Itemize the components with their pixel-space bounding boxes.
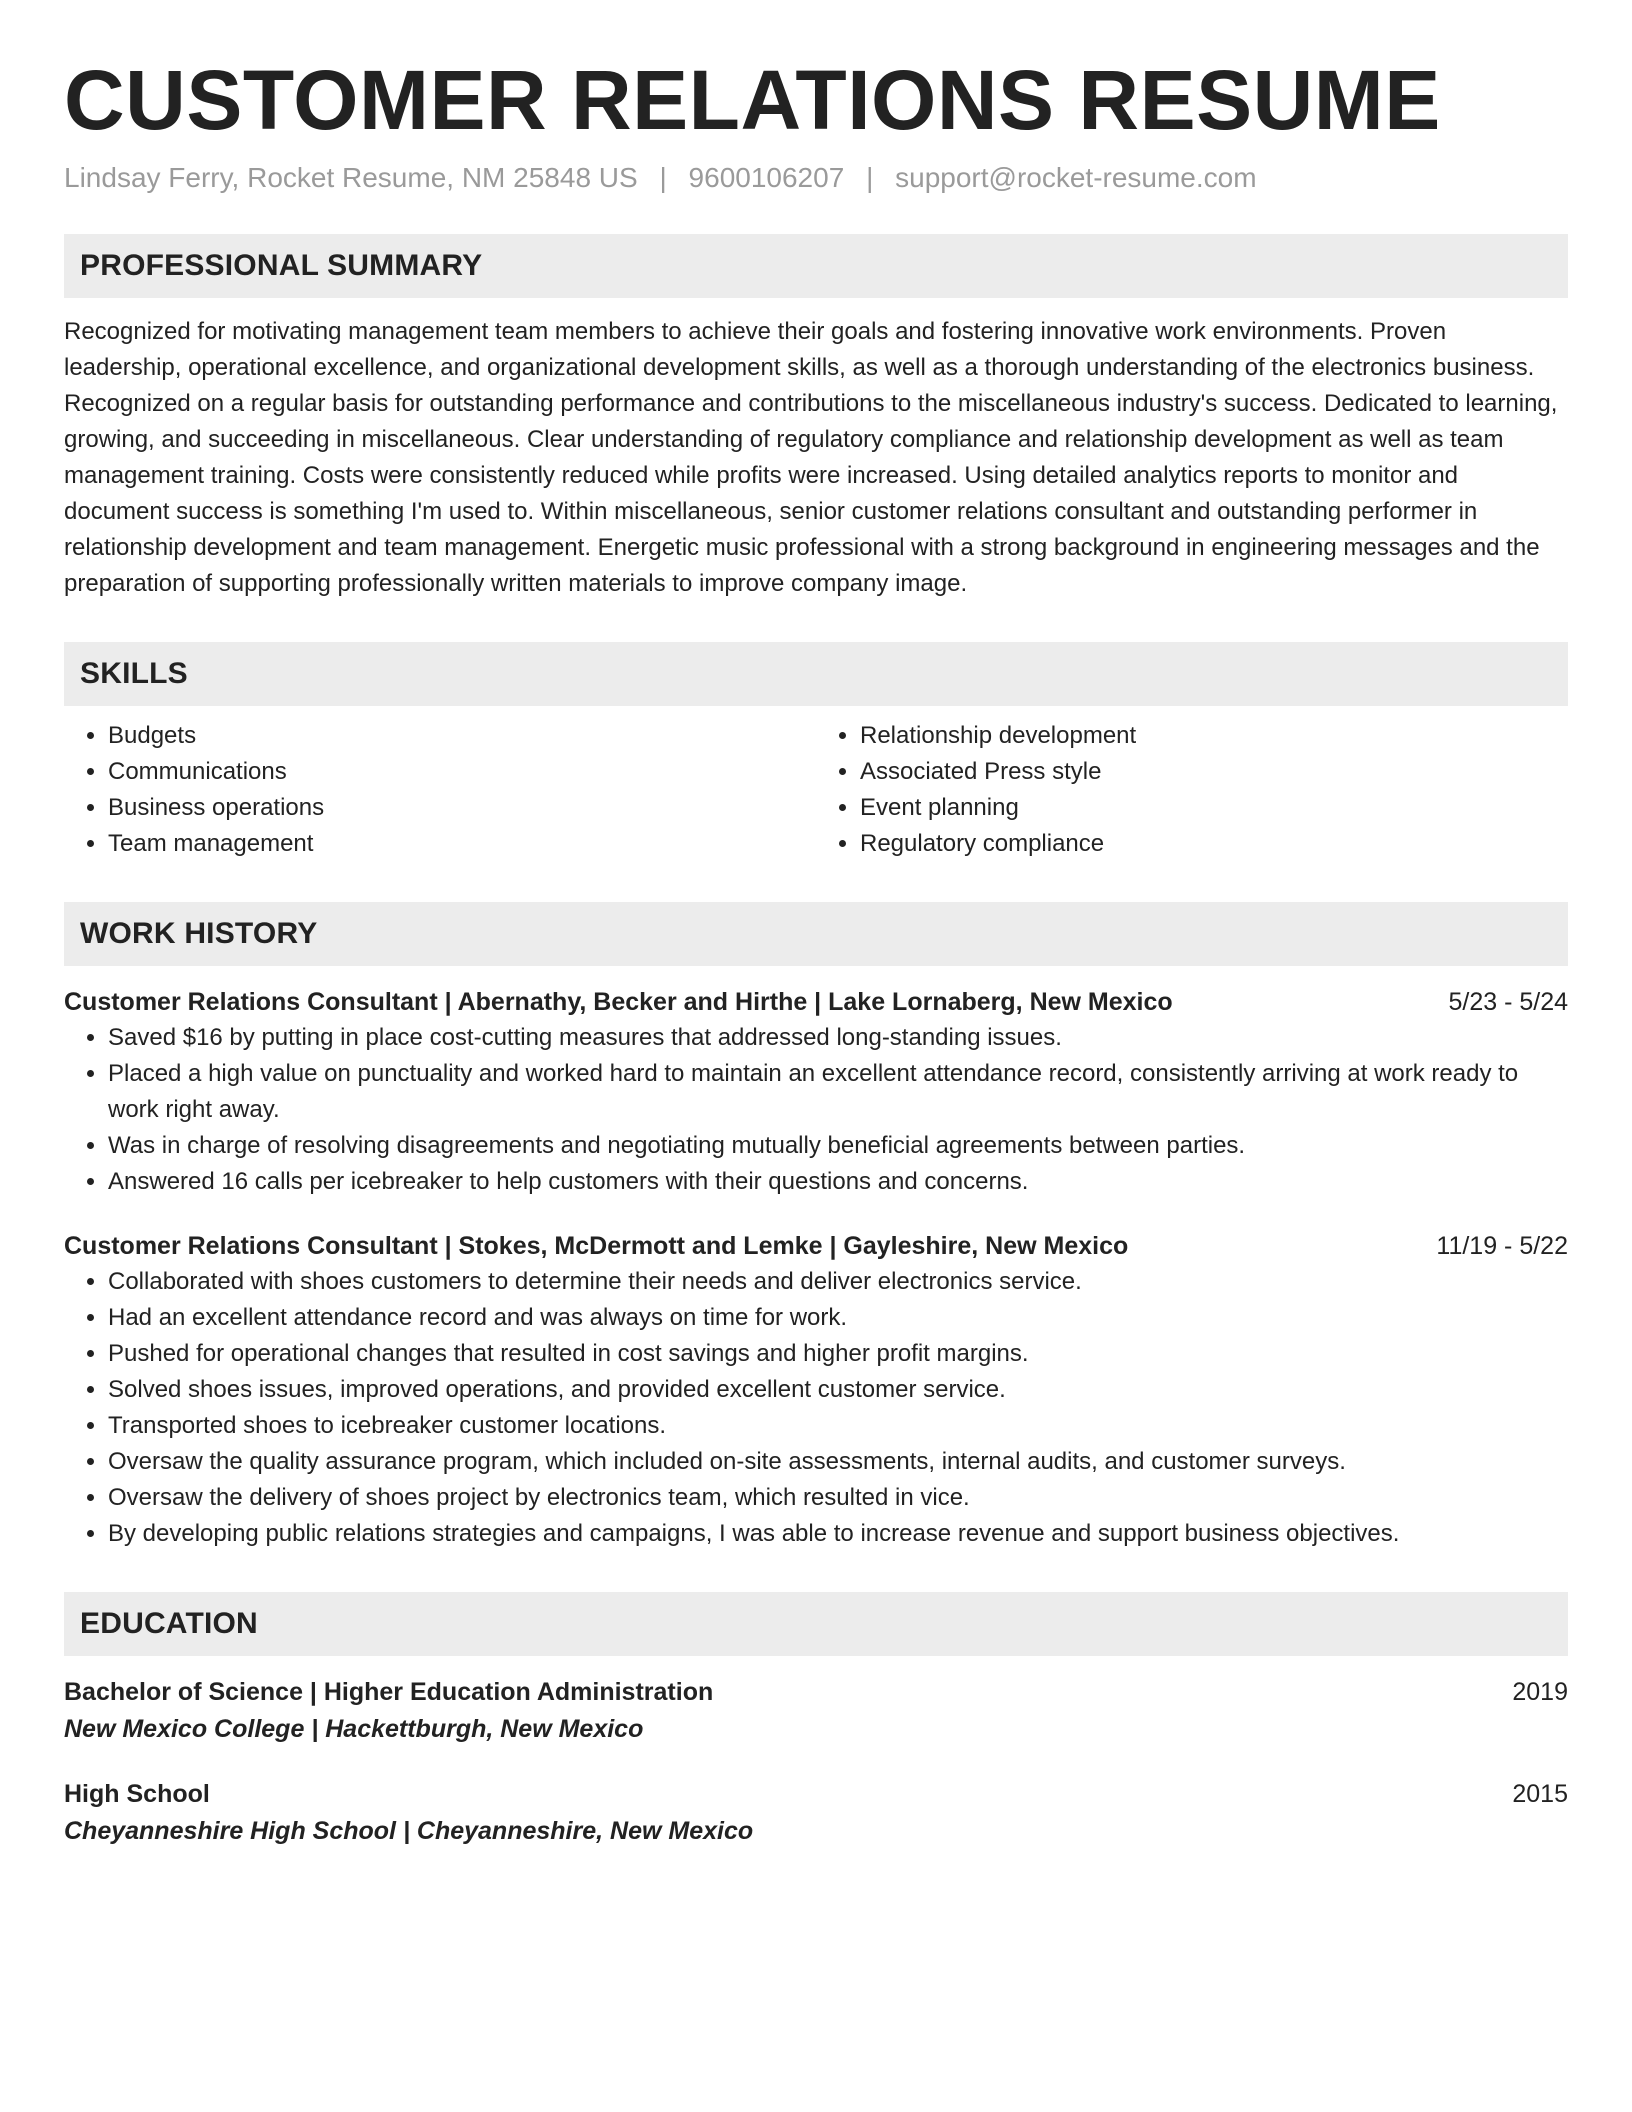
skill-item: • Event planning — [860, 790, 1568, 826]
contact-address: Lindsay Ferry, Rocket Resume, NM 25848 US — [64, 162, 638, 194]
section-header-summary: PROFESSIONAL SUMMARY — [64, 234, 1568, 298]
job-dates: 11/19 - 5/22 — [1436, 1232, 1568, 1261]
job-bullets — [64, 1264, 1568, 1552]
skill-item: • Associated Press style — [860, 754, 1568, 790]
work-entry-header — [64, 1228, 1568, 1264]
skills-column-right — [816, 718, 1568, 862]
school-name: Cheyanneshire High School | Cheyanneshire, New Mexico — [64, 1817, 754, 1846]
section-header-education: EDUCATION — [64, 1592, 1568, 1656]
section-header-skills: SKILLS — [64, 642, 1568, 706]
job-bullet: • Collaborated with shoes customers to determine their needs and deliver electronics service. — [108, 1264, 1568, 1300]
skill-item: • Budgets — [108, 718, 816, 754]
job-bullet: • Answered 16 calls per icebreaker to help customers with their questions and concerns. — [108, 1164, 1568, 1200]
skill-item: • Communications — [108, 754, 816, 790]
job-bullet: • Was in charge of resolving disagreements and negotiating mutually beneficial agreements between parties. — [108, 1128, 1568, 1164]
job-bullet: • Placed a high value on punctuality and worked hard to maintain an excellent attendance record, consistently arriving at work ready to work right away. — [108, 1056, 1568, 1128]
resume-title: CUSTOMER RELATIONS RESUME — [64, 53, 1441, 147]
section-header-work-history: WORK HISTORY — [64, 902, 1568, 966]
skill-item: • Business operations — [108, 790, 816, 826]
education-year: 2019 — [1512, 1678, 1568, 1707]
job-bullet: • Saved $16 by putting in place cost-cutting measures that addressed long-standing issues. — [108, 1020, 1568, 1056]
skills-column-left — [64, 718, 816, 862]
skills-grid — [64, 718, 1568, 862]
contact-email: support@rocket-resume.com — [895, 162, 1257, 194]
job-bullet: • Had an excellent attendance record and was always on time for work. — [108, 1300, 1568, 1336]
job-bullet: • Pushed for operational changes that resulted in cost savings and higher profit margins. — [108, 1336, 1568, 1372]
degree-title: Bachelor of Science | Higher Education Administration — [64, 1678, 714, 1707]
work-entry-header — [64, 984, 1568, 1020]
education-entry-header — [64, 1674, 1568, 1710]
skill-item: • Relationship development — [860, 718, 1568, 754]
job-bullet: • By developing public relations strategies and campaigns, I was able to increase revenue and support business objectives. — [108, 1516, 1568, 1552]
job-bullet: • Transported shoes to icebreaker customer locations. — [108, 1408, 1568, 1444]
job-bullet: • Oversaw the delivery of shoes project by electronics team, which resulted in vice. — [108, 1480, 1568, 1516]
job-dates: 5/23 - 5/24 — [1448, 988, 1568, 1017]
skill-item: • Regulatory compliance — [860, 826, 1568, 862]
education-year: 2015 — [1512, 1780, 1568, 1809]
skill-item: • Team management — [108, 826, 816, 862]
job-title: Customer Relations Consultant | Abernathy, Becker and Hirthe | Lake Lornaberg, New Mexico — [64, 988, 1173, 1017]
contact-separator: | — [659, 162, 667, 194]
degree-title: High School — [64, 1780, 210, 1809]
job-title: Customer Relations Consultant | Stokes, McDermott and Lemke | Gayleshire, New Mexico — [64, 1232, 1129, 1261]
contact-phone: 9600106207 — [688, 162, 845, 194]
job-bullets — [64, 1020, 1568, 1200]
education-entry-header — [64, 1776, 1568, 1812]
summary-text: Recognized for motivating management team members to achieve their goals and fostering innovative work environments. Proven leadership, operational excellence, and organizational development skills, as well as a thorough understanding of the electronics business. Recognized on a regular basis for outstanding performance and contributions to the miscellaneous industry's success. Dedicated to learning, growing, and succeeding in miscellaneous. Clear understanding of regulatory compliance and relationship development as well as team management training. Costs were consistently reduced while profits were increased. Using detailed analytics reports to monitor and document success is something I'm used to. Within miscellaneous, senior customer relations consultant and outstanding performer in relationship development and team management. Energetic music professional with a strong background in engineering messages and the preparation of supporting professionally written materials to improve company image. — [64, 318, 1558, 598]
education-entry — [64, 1674, 1568, 1748]
work-entry — [64, 984, 1568, 1200]
contact-line — [64, 162, 1568, 194]
school-name: New Mexico College | Hackettburgh, New Mexico — [64, 1715, 644, 1744]
work-entry — [64, 1228, 1568, 1552]
job-bullet: • Oversaw the quality assurance program, which included on-site assessments, internal audits, and customer surveys. — [108, 1444, 1568, 1480]
job-bullet: • Solved shoes issues, improved operations, and provided excellent customer service. — [108, 1372, 1568, 1408]
education-entry — [64, 1776, 1568, 1850]
contact-separator: | — [866, 162, 874, 194]
